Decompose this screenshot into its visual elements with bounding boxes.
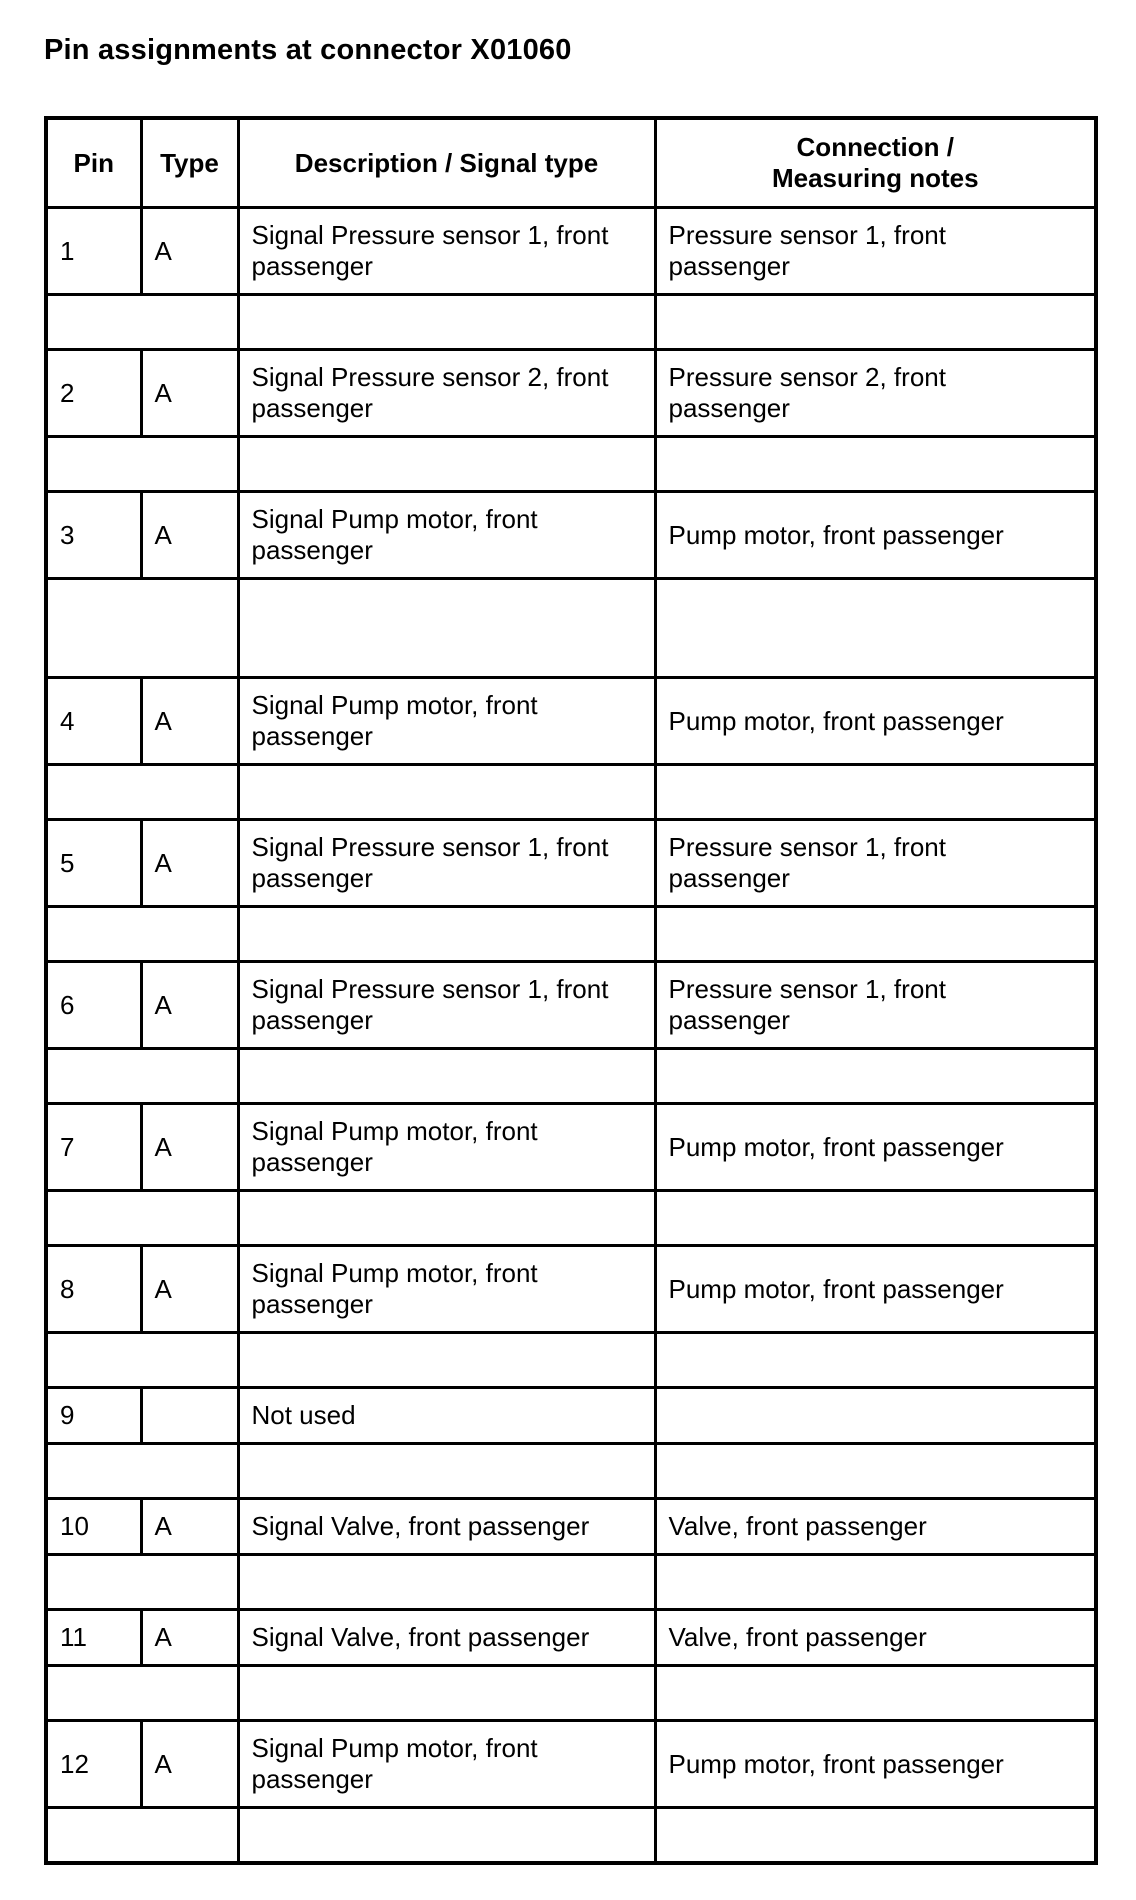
description-cell xyxy=(238,820,655,907)
connection-line: Pressure sensor 1, front xyxy=(668,974,946,1004)
spacer-row xyxy=(46,1049,1096,1104)
header-connection-line1: Connection / xyxy=(796,132,954,162)
connection-cell: Pump motor, front passenger xyxy=(655,492,1096,579)
pin-cell: 6 xyxy=(46,962,141,1049)
pin-cell: 12 xyxy=(46,1721,141,1808)
spacer-row xyxy=(46,1666,1096,1721)
table-row xyxy=(46,1499,1096,1555)
connection-cell: Pump motor, front passenger xyxy=(655,1246,1096,1333)
description-cell: Signal Valve, front passenger xyxy=(238,1499,655,1555)
connection-line: Pressure sensor 2, front xyxy=(668,362,946,392)
pin-cell: 9 xyxy=(46,1388,141,1444)
table-row xyxy=(46,678,1096,765)
description-line: passenger xyxy=(251,535,373,565)
description-cell: Signal Valve, front passenger xyxy=(238,1610,655,1666)
table-row xyxy=(46,208,1096,295)
connection-cell xyxy=(655,1388,1096,1444)
description-line: Signal Pump motor, front xyxy=(251,690,538,720)
pin-cell: 2 xyxy=(46,350,141,437)
description-line: passenger xyxy=(251,393,373,423)
description-line: passenger xyxy=(251,1289,373,1319)
type-cell: A xyxy=(141,820,238,907)
connection-line: Pressure sensor 1, front xyxy=(668,220,946,250)
description-cell xyxy=(238,208,655,295)
description-line: Signal Pump motor, front xyxy=(251,1733,538,1763)
connection-cell xyxy=(655,208,1096,295)
type-cell: A xyxy=(141,350,238,437)
description-line: passenger xyxy=(251,721,373,751)
spacer-row xyxy=(46,1808,1096,1864)
pin-cell: 4 xyxy=(46,678,141,765)
description-line: Signal Pressure sensor 1, front xyxy=(251,220,609,250)
description-cell xyxy=(238,1246,655,1333)
description-cell xyxy=(238,962,655,1049)
type-cell: A xyxy=(141,208,238,295)
table-header-row xyxy=(46,118,1096,208)
spacer-row xyxy=(46,907,1096,962)
connection-line: passenger xyxy=(668,393,790,423)
table-row xyxy=(46,1246,1096,1333)
type-cell: A xyxy=(141,1721,238,1808)
spacer-row xyxy=(46,1333,1096,1388)
type-cell: A xyxy=(141,1246,238,1333)
description-cell xyxy=(238,1721,655,1808)
type-cell: A xyxy=(141,678,238,765)
type-cell: A xyxy=(141,492,238,579)
spacer-row xyxy=(46,1444,1096,1499)
connection-cell: Valve, front passenger xyxy=(655,1499,1096,1555)
description-line: Signal Pump motor, front xyxy=(251,1258,538,1288)
header-type: Type xyxy=(141,118,238,208)
table-row xyxy=(46,492,1096,579)
description-line: passenger xyxy=(251,863,373,893)
description-line: passenger xyxy=(251,251,373,281)
spacer-row xyxy=(46,1555,1096,1610)
connection-line: passenger xyxy=(668,1005,790,1035)
table-row xyxy=(46,1388,1096,1444)
header-description: Description / Signal type xyxy=(238,118,655,208)
spacer-row xyxy=(46,437,1096,492)
spacer-row xyxy=(46,295,1096,350)
pin-cell: 1 xyxy=(46,208,141,295)
description-line: passenger xyxy=(251,1005,373,1035)
description-line: passenger xyxy=(251,1147,373,1177)
pin-cell: 8 xyxy=(46,1246,141,1333)
connection-cell: Pump motor, front passenger xyxy=(655,1721,1096,1808)
connection-cell xyxy=(655,962,1096,1049)
description-line: Signal Pressure sensor 1, front xyxy=(251,974,609,1004)
spacer-row xyxy=(46,579,1096,678)
connection-cell xyxy=(655,350,1096,437)
description-cell: Not used xyxy=(238,1388,655,1444)
pin-cell: 3 xyxy=(46,492,141,579)
header-connection-line2: Measuring notes xyxy=(771,163,979,193)
description-line: Signal Pressure sensor 2, front xyxy=(251,362,609,392)
type-cell xyxy=(141,1388,238,1444)
pin-cell: 5 xyxy=(46,820,141,907)
connection-cell: Pump motor, front passenger xyxy=(655,1104,1096,1191)
table-row xyxy=(46,1610,1096,1666)
type-cell: A xyxy=(141,962,238,1049)
type-cell: A xyxy=(141,1499,238,1555)
header-pin: Pin xyxy=(46,118,141,208)
pin-cell: 7 xyxy=(46,1104,141,1191)
description-cell xyxy=(238,350,655,437)
pin-cell: 11 xyxy=(46,1610,141,1666)
description-line: Signal Pump motor, front xyxy=(251,504,538,534)
pin-cell: 10 xyxy=(46,1499,141,1555)
description-line: Signal Pump motor, front xyxy=(251,1116,538,1146)
spacer-row xyxy=(46,1191,1096,1246)
connection-line: passenger xyxy=(668,863,790,893)
description-cell xyxy=(238,678,655,765)
type-cell: A xyxy=(141,1104,238,1191)
connection-cell: Pump motor, front passenger xyxy=(655,678,1096,765)
table-row xyxy=(46,1721,1096,1808)
connection-line: Pressure sensor 1, front xyxy=(668,832,946,862)
connection-cell xyxy=(655,820,1096,907)
pin-assignment-table xyxy=(44,116,1098,1865)
table-row xyxy=(46,820,1096,907)
type-cell: A xyxy=(141,1610,238,1666)
description-line: passenger xyxy=(251,1764,373,1794)
description-cell xyxy=(238,1104,655,1191)
table-row xyxy=(46,1104,1096,1191)
table-row xyxy=(46,962,1096,1049)
description-cell xyxy=(238,492,655,579)
connection-line: passenger xyxy=(668,251,790,281)
page-title: Pin assignments at connector X01060 xyxy=(44,34,572,66)
connection-cell: Valve, front passenger xyxy=(655,1610,1096,1666)
description-line: Signal Pressure sensor 1, front xyxy=(251,832,609,862)
spacer-row xyxy=(46,765,1096,820)
header-connection xyxy=(655,118,1096,208)
table-row xyxy=(46,350,1096,437)
